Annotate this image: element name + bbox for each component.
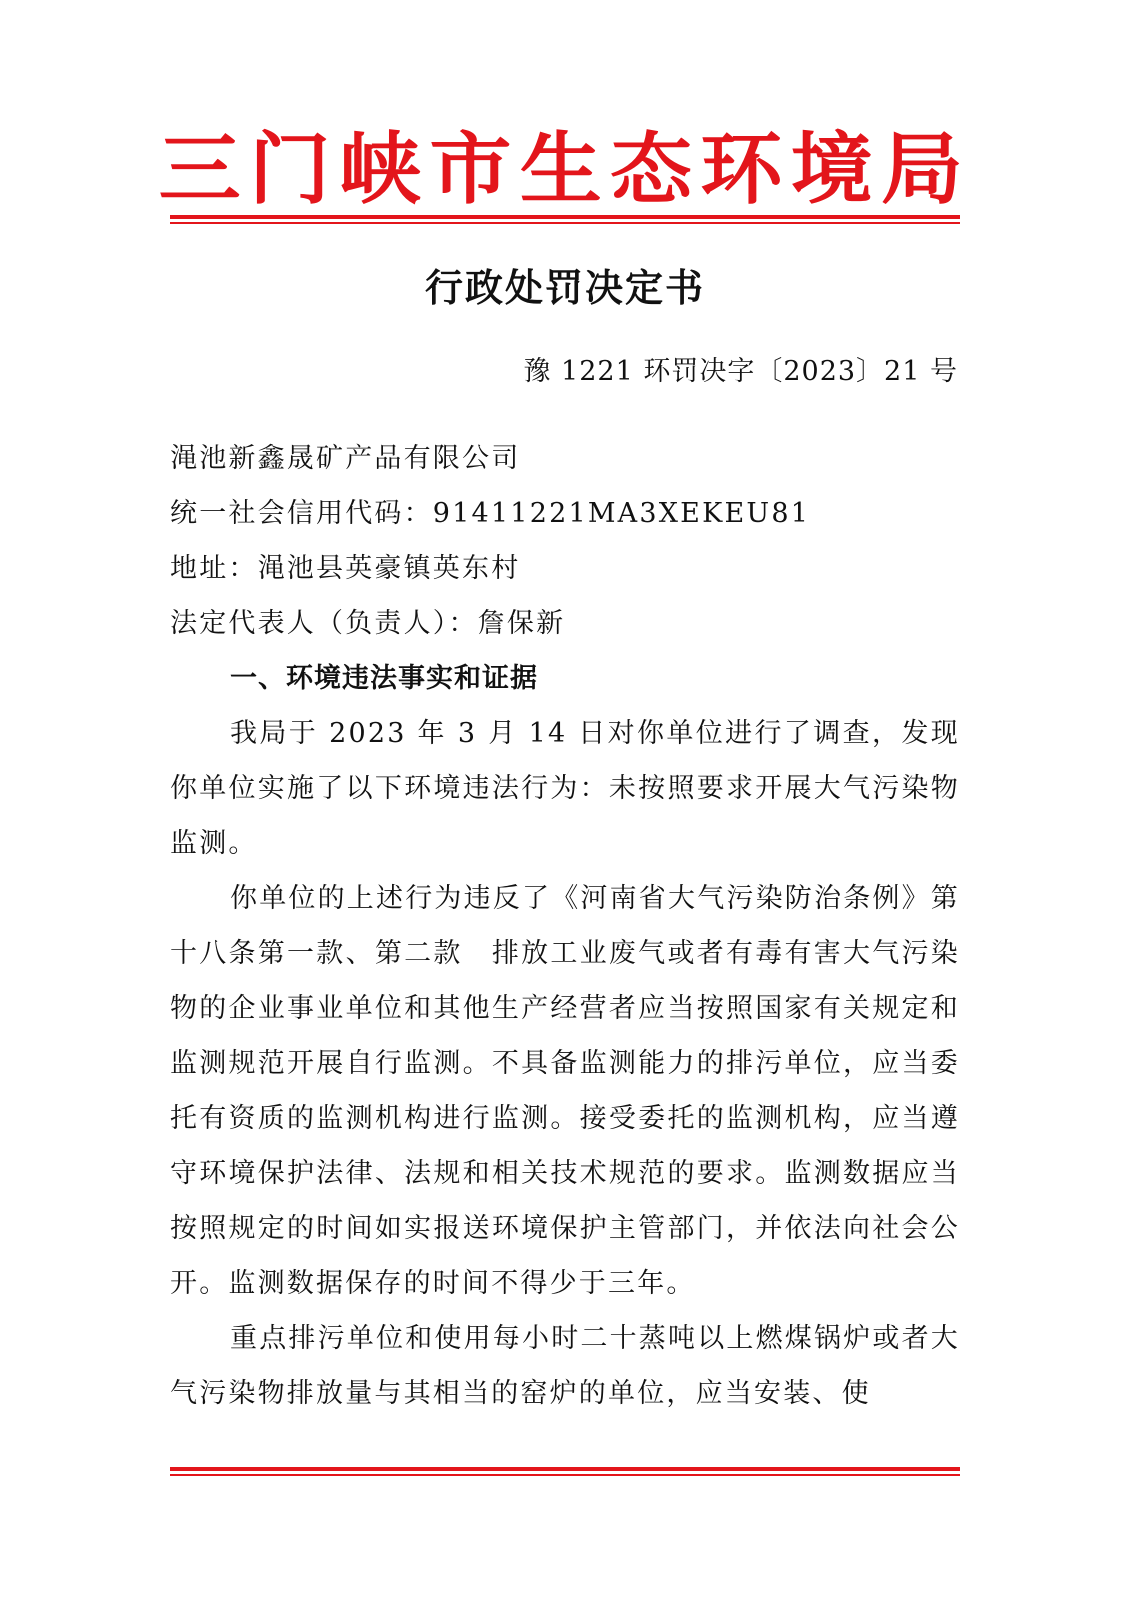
document-title: 行政处罚决定书 bbox=[424, 265, 705, 310]
paragraph-violation: 你单位的上述行为违反了《河南省大气污染防治条例》第十八条第一款、第二款 排放工业废气或者有毒有害大气污染物的企业事业单位和其他生产经营者应当按照国家有关规定和监测规范开展自行监测。不具备监测能力的排污单位，应当委托有资质的监测机构进行监测。接受委托的监测机构，应当遵守环境保护法律、法规和相关技术规范的要求。监测数据应当按照规定的时间如实报送环境保护主管部门，并依法向社会公开。监测数据保存的时间不得少于三年。 bbox=[170, 883, 960, 1299]
party-credit-code: 统一社会信用代码：91411221MA3XEKEU81 bbox=[170, 498, 811, 529]
red-rule-thin bbox=[170, 1474, 960, 1476]
red-rule-thick bbox=[170, 1467, 960, 1471]
party-representative: 法定代表人（负责人）：詹保新 bbox=[170, 608, 566, 639]
party-address: 地址：渑池县英豪镇英东村 bbox=[170, 553, 521, 584]
party-company: 渑池新鑫晟矿产品有限公司 bbox=[170, 443, 521, 474]
document-number: 豫 1221 环罚决字〔2023〕21 号 bbox=[523, 356, 958, 387]
paragraph-investigation: 我局于 2023 年 3 月 14 日对你单位进行了调查，发现你单位实施了以下环境违法行为：未按照要求开展大气污染物监测。 bbox=[170, 718, 960, 859]
document-body bbox=[170, 431, 960, 1421]
agency-letterhead: 三门峡市生态环境局 bbox=[158, 124, 972, 215]
paragraph-key-units: 重点排污单位和使用每小时二十蒸吨以上燃煤锅炉或者大气污染物排放量与其相当的窑炉的单位，应当安装、使 bbox=[170, 1323, 960, 1409]
red-rule-thin bbox=[170, 222, 960, 224]
red-rule-thick bbox=[170, 215, 960, 219]
section-heading: 一、环境违法事实和证据 bbox=[230, 663, 538, 694]
